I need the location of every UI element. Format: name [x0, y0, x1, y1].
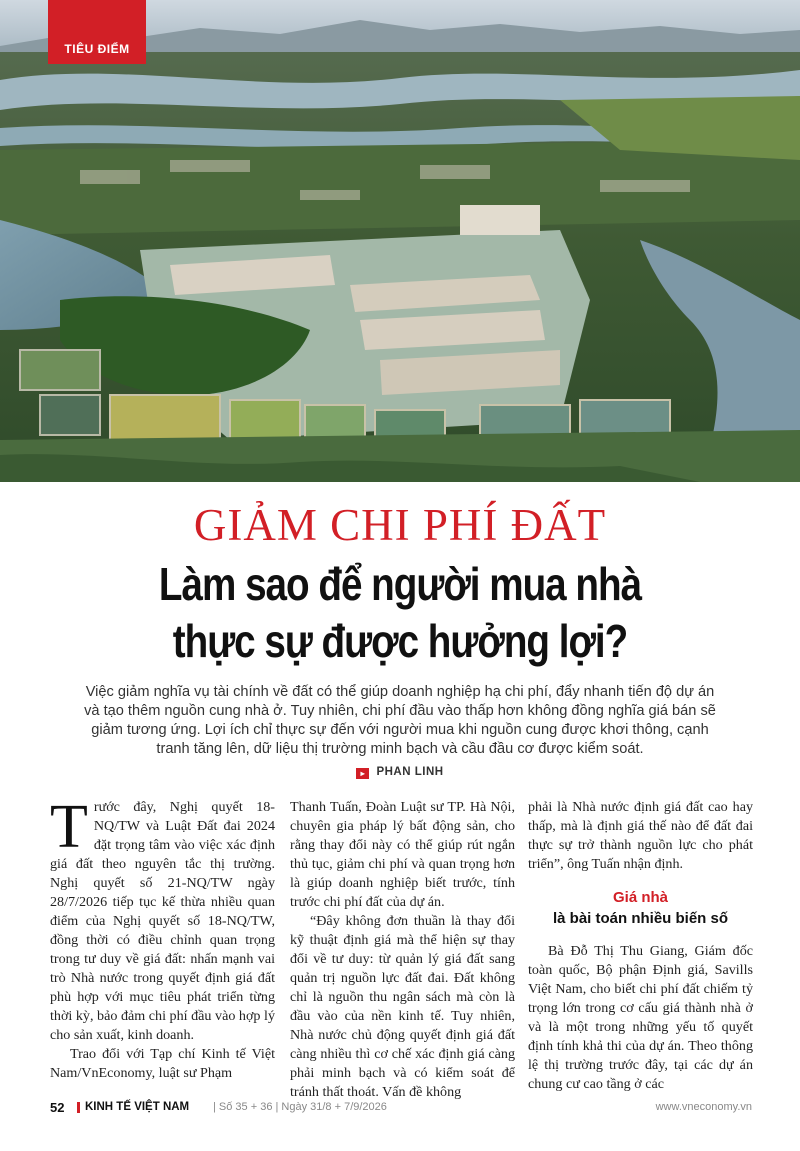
section-tag-label: TIÊU ĐIỂM [64, 42, 130, 56]
headline-kicker: GIẢM CHI PHÍ ĐẤT [193, 500, 607, 550]
subheading-line-2: là bài toán nhiều biến số [552, 910, 729, 927]
article-lead: Việc giảm nghĩa vụ tài chính về đất có thể giúp doanh nghiệp hạ chi phí, đẩy nhanh tiến độ dự án và tạo thêm nguồn cung nhà ở. Tuy nhiên, chi phí đầu vào thấp hơn không đồng nghĩa giá bán sẽ giảm tương ứng. Lợi ích chỉ thực sự đến với người mua khi nguồn cung được khơi thông, cạnh tranh tăng lên, dữ liệu thị trường minh bạch và cầu đầu cơ được kiểm soát. [84, 684, 716, 757]
red-square-marker-icon: ▸ [356, 768, 369, 779]
byline [0, 766, 800, 779]
paragraph: rước đây, Nghị quyết 18-NQ/TW và Luật Đất đai 2024 đặt trọng tâm vào việc xác định giá đất theo nguyên tắc thị trường. Nghị quyết số 21-NQ/TW ngày 28/7/2026 tiếp tục kế thừa nhiều quan điểm của Nghị quyết số 18-NQ/TW, đồng thời có điều chỉnh quan trọng trong tư duy về giá đất: nhấn mạnh vai trò Nhà nước trong quyết định giá đất phù hợp với mục tiêu phát triển từng thời kỳ, bảo đảm chi phí đầu vào hợp lý cho sản xuất, kinh doanh. [50, 799, 275, 1043]
article-headline [98, 556, 703, 670]
author-name[interactable]: PHAN LINH [376, 766, 444, 778]
issue-info: | Số 35 + 36 | Ngày 31/8 + 7/9/2026 [213, 1101, 387, 1113]
paragraph: “Đây không đơn thuần là thay đổi kỹ thuật định giá mà thể hiện sự thay đổi về tư duy: từ quản lý giá đất sang quản trị nguồn lực đất đai. Đất không chỉ là nguồn thu ngân sách mà còn là đầu vào của nền kinh tế. Tuy nhiên, Nhà nước chủ động quyết định giá đất càng nhiều thì cơ chế xác định giá càng phải minh bạch và có kiểm soát để tránh thất thoát. Vấn đề không [290, 913, 515, 1100]
paragraph: Thanh Tuấn, Đoàn Luật sư TP. Hà Nội, chuyên gia pháp lý bất động sản, cho rằng thay đổi này có thể giúp rút ngắn thủ tục, giảm chi phí và quan trọng hơn là giúp doanh nghiệp biết trước, tính trước chi phí đất của dự án. [290, 799, 515, 910]
page-footer [50, 1100, 752, 1116]
paragraph: Bà Đỗ Thị Thu Giang, Giám đốc toàn quốc, Bộ phận Định giá, Savills Việt Nam, cho biết chi phí đất chiếm tỷ trọng lớn trong cơ cấu giá thành nhà ở và là một trong những yếu tố quyết định tính khả thi của dự án. Theo thông lệ thị trường trước đây, tại các dự án chung cư cao tầng ở các [528, 943, 753, 1092]
paragraph: phải là Nhà nước định giá đất cao hay thấp, mà là định giá thế nào để đất đai thực sự trở thành nguồn lực cho phát triển”, ông Tuấn nhận định. [528, 799, 753, 872]
hero-aerial-photo [0, 0, 800, 482]
body-column-2 [290, 798, 515, 1102]
headline-line-2: thực sự được hưởng lợi? [172, 615, 628, 667]
paragraph: Trao đổi với Tạp chí Kinh tế Việt Nam/VnEconomy, luật sư Phạm [50, 1046, 275, 1081]
page-number: 52 [50, 1100, 65, 1115]
magazine-name: KINH TẾ VIỆT NAM [85, 1101, 190, 1113]
subheading [528, 888, 753, 930]
aerial-landscape-image [0, 0, 800, 482]
headline-line-1: Làm sao để người mua nhà [158, 558, 642, 610]
footer-divider-bar [77, 1102, 80, 1113]
drop-cap: T [50, 793, 88, 861]
website-link[interactable]: www.vneconomy.vn [655, 1101, 752, 1113]
section-tag[interactable] [48, 0, 146, 64]
subheading-line-1: Giá nhà [612, 889, 668, 906]
body-column-3 [528, 798, 753, 1094]
body-column-1 [50, 793, 275, 1083]
